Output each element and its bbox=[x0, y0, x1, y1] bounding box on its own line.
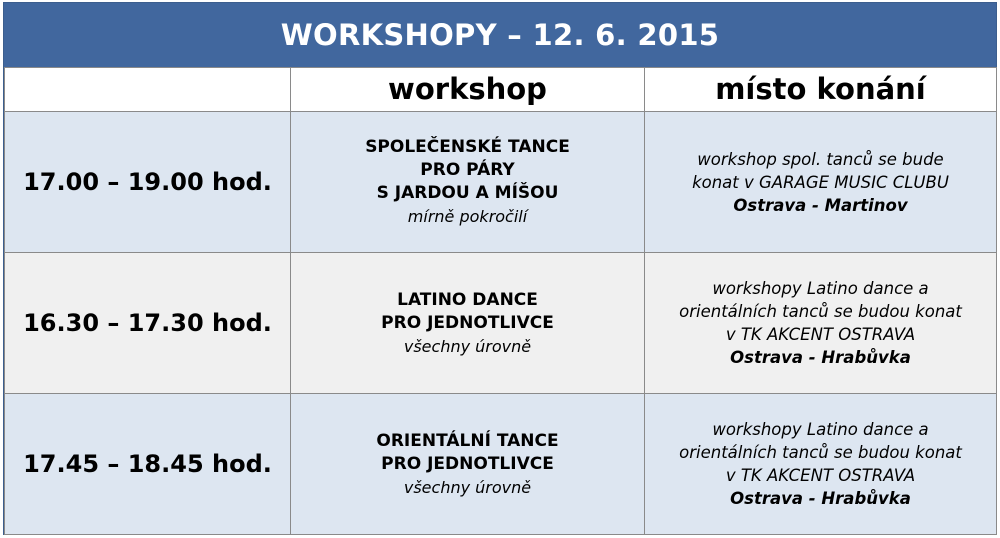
workshop-cell bbox=[291, 253, 645, 394]
venue-cell bbox=[645, 394, 997, 535]
workshop-cell bbox=[291, 112, 645, 253]
header-workshop: workshop bbox=[291, 68, 645, 112]
time-cell: 17.00 – 19.00 hod. bbox=[5, 112, 291, 253]
schedule-title: WORKSHOPY – 12. 6. 2015 bbox=[4, 3, 996, 67]
header-row bbox=[5, 68, 997, 112]
workshop-schedule bbox=[3, 2, 997, 535]
time-cell: 17.45 – 18.45 hod. bbox=[5, 394, 291, 535]
table-row bbox=[5, 394, 997, 535]
venue-description: workshopy Latino dance a orientálních tanců se budou konat v TK AKCENT OSTRAVA bbox=[679, 420, 962, 485]
workshop-level: mírně pokročilí bbox=[407, 207, 528, 226]
workshop-level: všechny úrovně bbox=[403, 477, 532, 497]
venue-cell bbox=[645, 112, 997, 253]
workshop-title: SPOLEČENSKÉ TANCE PRO PÁRY S JARDOU A MÍŠOU bbox=[365, 137, 570, 203]
workshop-cell bbox=[291, 394, 645, 535]
table-row bbox=[5, 253, 997, 394]
venue-description: workshopy Latino dance a orientálních tanců se budou konat v TK AKCENT OSTRAVA bbox=[679, 279, 962, 344]
venue-cell bbox=[645, 253, 997, 394]
workshop-title: LATINO DANCE PRO JEDNOTLIVCE bbox=[381, 289, 554, 333]
workshop-title: ORIENTÁLNÍ TANCE PRO JEDNOTLIVCE bbox=[376, 430, 559, 474]
header-time bbox=[5, 68, 291, 112]
workshop-level: všechny úrovně bbox=[403, 336, 532, 356]
schedule-table bbox=[4, 67, 997, 535]
time-cell: 16.30 – 17.30 hod. bbox=[5, 253, 291, 394]
venue-place: Ostrava - Hrabůvka bbox=[730, 348, 911, 367]
table-row bbox=[5, 112, 997, 253]
venue-place: Ostrava - Martinov bbox=[733, 195, 908, 215]
header-venue: místo konání bbox=[645, 68, 997, 112]
venue-description: workshop spol. tanců se bude konat v GARAGE MUSIC CLUBU bbox=[692, 149, 949, 192]
venue-place: Ostrava - Hrabůvka bbox=[730, 489, 911, 508]
